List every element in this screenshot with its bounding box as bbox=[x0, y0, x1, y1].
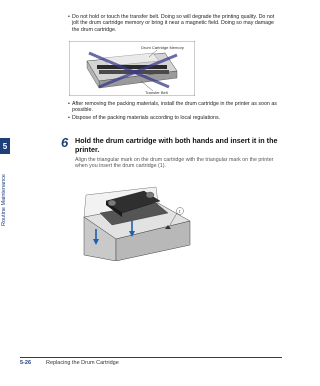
bullet-dot: • bbox=[68, 101, 70, 107]
bullet-text: After removing the packing materials, install the drum cartridge in the printer as soon as possible. bbox=[72, 101, 277, 114]
drum-cartridge-memory-label: Drum Cartridge Memory bbox=[141, 45, 184, 50]
bullet-item bbox=[68, 101, 280, 114]
callout-number: 1 bbox=[178, 208, 181, 214]
transfer-belt-label: Transfer Belt bbox=[145, 90, 168, 95]
bullet-text: Do not hold or touch the transfer belt. Doing so will degrade the printing quality. Do not jolt the drum cartridge memory or bring it near a magnetic field. Doing so may damage the drum cartridge. bbox=[72, 14, 275, 33]
bullet-item bbox=[68, 14, 280, 33]
bullet-item bbox=[68, 115, 280, 121]
step-instructions: Align the triangular mark on the drum cartridge with the triangular mark on the printer when you insert the drum cartridge (1). bbox=[75, 157, 274, 170]
bullet-dot: • bbox=[68, 14, 70, 20]
bullet-text: Dispose of the packing materials according to local regulations. bbox=[72, 115, 221, 121]
step-title: Hold the drum cartridge with both hands and insert it in the printer. bbox=[75, 136, 278, 154]
bullet-dot: • bbox=[68, 115, 70, 121]
chapter-title: Routine Maintenance bbox=[1, 174, 7, 226]
drum-cartridge-figure bbox=[69, 41, 195, 96]
footer-divider bbox=[20, 357, 282, 358]
printer-insert-figure bbox=[76, 181, 192, 261]
chapter-number: 5 bbox=[2, 141, 8, 151]
chapter-tab bbox=[0, 138, 10, 154]
footer-section-title: Replacing the Drum Cartridge bbox=[46, 360, 119, 366]
page-number: 5-26 bbox=[20, 360, 32, 366]
step-number: 6 bbox=[61, 135, 69, 150]
